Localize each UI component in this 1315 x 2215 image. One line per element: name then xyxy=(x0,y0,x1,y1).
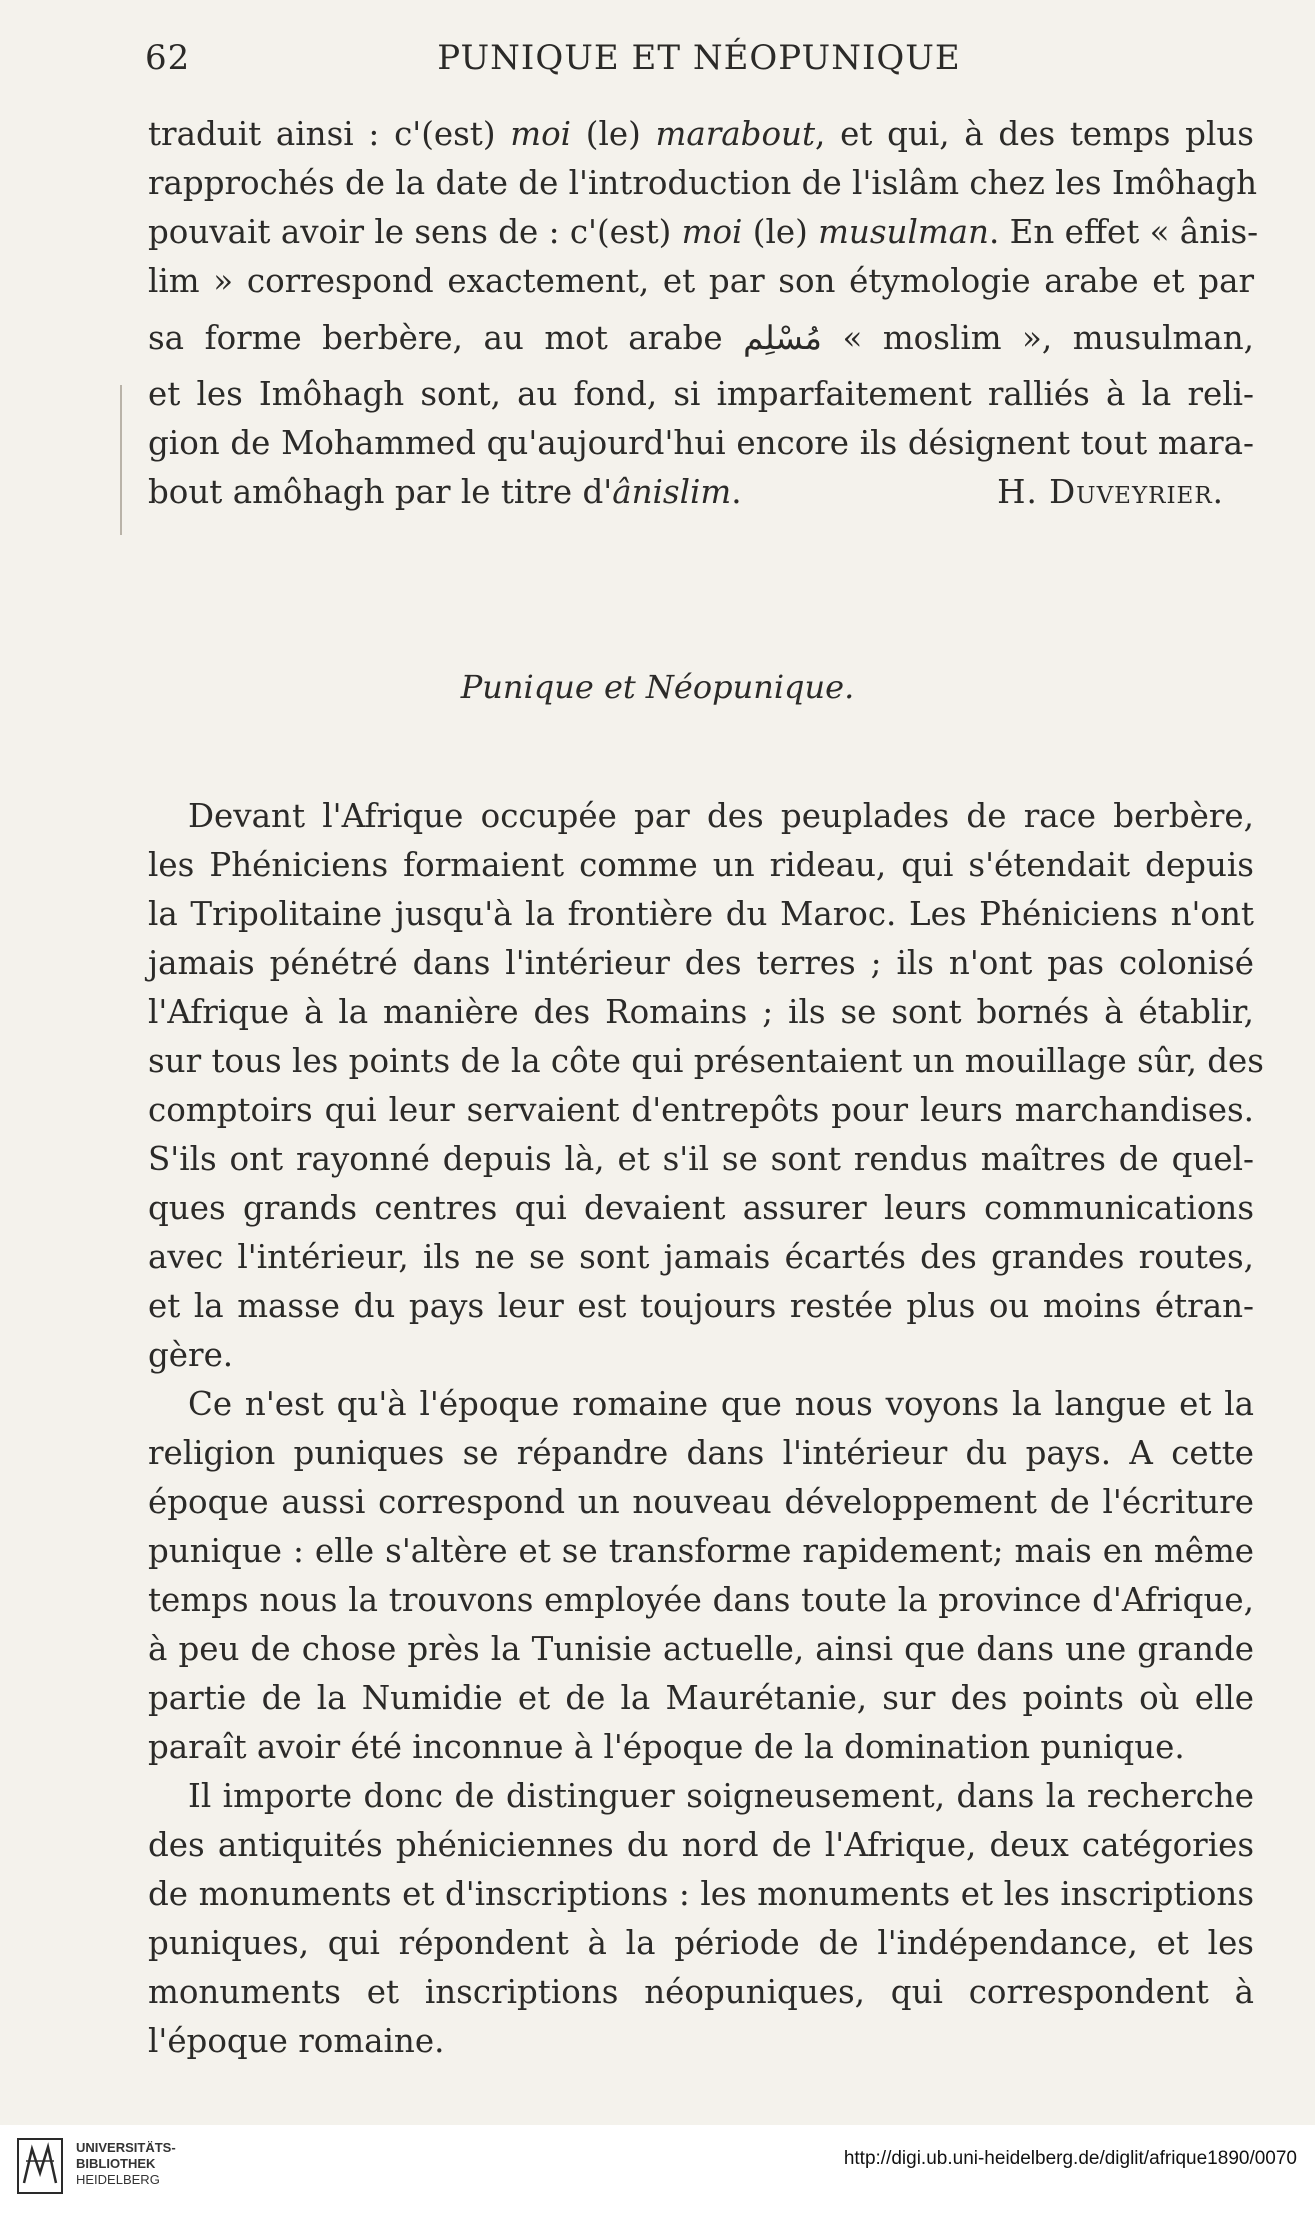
text-line: pouvait avoir le sens de : c'(est) moi (le) musulman. En effet « ânis- xyxy=(148,213,1259,251)
section-title: Punique et Néopunique. xyxy=(460,668,855,706)
text-line: puniques, qui répondent à la période de l'indépendance, et les xyxy=(148,1924,1254,1962)
footer-band xyxy=(0,2125,1315,2215)
text-line: et la masse du pays leur est toujours restée plus ou moins étran- xyxy=(148,1287,1254,1325)
text-line: avec l'intérieur, ils ne se sont jamais écartés des grandes routes, xyxy=(148,1238,1254,1276)
text-line: temps nous la trouvons employée dans toute la province d'Afrique, xyxy=(148,1581,1254,1619)
text-line: monuments et inscriptions néopuniques, qui correspondent à xyxy=(148,1973,1254,2011)
text-line: gion de Mohammed qu'aujourd'hui encore ils désignent tout mara- xyxy=(148,424,1254,462)
text-line-tail: bout amôhagh par le titre d'ânislim. xyxy=(148,473,742,511)
text-line: Il importe donc de distinguer soigneusement, dans la recherche xyxy=(188,1777,1254,1815)
text-line: l'Afrique à la manière des Romains ; ils se sont bornés à établir, xyxy=(148,993,1254,1031)
text-line: jamais pénétré dans l'intérieur des terres ; ils n'ont pas colonisé xyxy=(148,944,1254,982)
text-line: Ce n'est qu'à l'époque romaine que nous voyons la langue et la xyxy=(188,1385,1254,1423)
author-signature: H. Duveyrier. xyxy=(997,473,1224,511)
institution-name: UNIVERSITÄTS- BIBLIOTHEK HEIDELBERG xyxy=(76,2140,176,2187)
text-line: traduit ainsi : c'(est) moi (le) marabout, et qui, à des temps plus xyxy=(148,115,1254,153)
text-line: partie de la Numidie et de la Maurétanie, sur des points où elle xyxy=(148,1679,1254,1717)
text-line: des antiquités phéniciennes du nord de l'Afrique, deux catégories xyxy=(148,1826,1254,1864)
text-line: gère. xyxy=(148,1336,234,1374)
text-line: Devant l'Afrique occupée par des peuplades de race berbère, xyxy=(188,797,1254,835)
text-line: époque aussi correspond un nouveau développement de l'écriture xyxy=(148,1483,1254,1521)
text-line: de monuments et d'inscriptions : les monuments et les inscriptions xyxy=(148,1875,1254,1913)
text-line: l'époque romaine. xyxy=(148,2022,445,2060)
text-line: ques grands centres qui devaient assurer leurs communications xyxy=(148,1189,1254,1227)
university-seal-icon xyxy=(14,2133,66,2199)
text-line: rapprochés de la date de l'introduction de l'islâm chez les Imôhagh xyxy=(148,164,1258,202)
text-line: et les Imôhagh sont, au fond, si imparfaitement ralliés à la reli- xyxy=(148,375,1254,413)
text-line-with-signature xyxy=(148,468,1254,517)
margin-pencil-mark xyxy=(120,385,130,535)
text-line: à peu de chose près la Tunisie actuelle, ainsi que dans une grande xyxy=(148,1630,1254,1668)
paragraph-2 xyxy=(148,1380,1254,1772)
page-number: 62 xyxy=(145,38,191,78)
source-url-link[interactable]: http://digi.ub.uni-heidelberg.de/diglit/afrique1890/0070 xyxy=(843,2148,1297,2169)
text-line: sa forme berbère, au mot arabe مُسْلِم « moslim », musulman, xyxy=(148,319,1254,357)
paragraph-3 xyxy=(148,1772,1254,2066)
paragraph-1 xyxy=(148,792,1264,1380)
text-line: la Tripolitaine jusqu'à la frontière du Maroc. Les Phéniciens n'ont xyxy=(148,895,1254,933)
top-paragraph xyxy=(148,110,1259,517)
text-line: les Phéniciens formaient comme un rideau, qui s'étendait depuis xyxy=(148,846,1254,884)
text-line: sur tous les points de la côte qui présentaient un mouillage sûr, des xyxy=(148,1042,1264,1080)
text-line: S'ils ont rayonné depuis là, et s'il se sont rendus maîtres de quel- xyxy=(148,1140,1254,1178)
text-line: lim » correspond exactement, et par son étymologie arabe et par xyxy=(148,262,1254,300)
text-line: religion puniques se répandre dans l'intérieur du pays. A cette xyxy=(148,1434,1254,1472)
text-line: paraît avoir été inconnue à l'époque de la domination punique. xyxy=(148,1728,1185,1766)
page-header xyxy=(145,38,1253,88)
text-line: punique : elle s'altère et se transforme rapidement; mais en même xyxy=(148,1532,1254,1570)
running-head: PUNIQUE ET NÉOPUNIQUE xyxy=(437,38,961,78)
body-paragraphs xyxy=(148,792,1264,2066)
text-line: comptoirs qui leur servaient d'entrepôts pour leurs marchandises. xyxy=(148,1091,1254,1129)
